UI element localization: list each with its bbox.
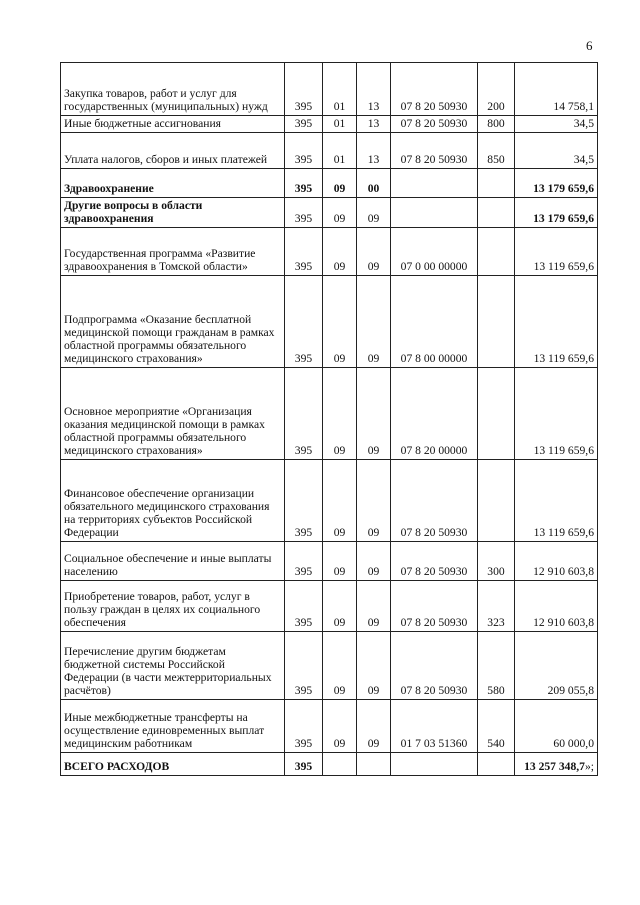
row-expense-type: 850 bbox=[478, 133, 515, 169]
row-section: 09 bbox=[323, 632, 357, 700]
row-subsection: 09 bbox=[357, 228, 391, 276]
row-subsection: 00 bbox=[357, 169, 391, 198]
row-expense-type bbox=[478, 368, 515, 460]
row-section: 09 bbox=[323, 228, 357, 276]
row-section: 09 bbox=[323, 276, 357, 368]
table-row bbox=[61, 632, 598, 700]
row-subsection: 09 bbox=[357, 276, 391, 368]
row-name: Основное мероприятие «Организация оказания медицинской помощи в рамках областной программы обязательного медицинского страхования» bbox=[61, 368, 285, 460]
total-section bbox=[323, 753, 357, 776]
row-expense-type: 540 bbox=[478, 700, 515, 753]
row-target-article bbox=[391, 169, 478, 198]
row-expense-type: 580 bbox=[478, 632, 515, 700]
row-subsection: 13 bbox=[357, 133, 391, 169]
table-row bbox=[61, 198, 598, 228]
row-name: Государственная программа «Развитие здравоохранения в Томской области» bbox=[61, 228, 285, 276]
table-row bbox=[61, 116, 598, 133]
row-amount: 13 119 659,6 bbox=[515, 276, 598, 368]
row-target-article: 07 8 20 50930 bbox=[391, 116, 478, 133]
closing-quote-suffix: »; bbox=[584, 760, 594, 773]
row-amount: 13 179 659,6 bbox=[515, 198, 598, 228]
row-section: 01 bbox=[323, 63, 357, 116]
row-expense-type: 300 bbox=[478, 542, 515, 581]
row-section: 09 bbox=[323, 460, 357, 542]
row-section: 09 bbox=[323, 700, 357, 753]
row-target-article: 07 8 20 00000 bbox=[391, 368, 478, 460]
row-target-article: 07 8 00 00000 bbox=[391, 276, 478, 368]
row-name: Финансовое обеспечение организации обязательного медицинского страхования на территориях субъектов Российской Федерации bbox=[61, 460, 285, 542]
total-target-article bbox=[391, 753, 478, 776]
table-row bbox=[61, 460, 598, 542]
row-name: Иные бюджетные ассигнования bbox=[61, 116, 285, 133]
total-label: ВСЕГО РАСХОДОВ bbox=[61, 753, 285, 776]
row-amount: 34,5 bbox=[515, 116, 598, 133]
row-amount: 13 119 659,6 bbox=[515, 228, 598, 276]
row-target-article: 07 8 20 50930 bbox=[391, 542, 478, 581]
table-row bbox=[61, 542, 598, 581]
row-name: Иные межбюджетные трансферты на осуществление единовременных выплат медицинским работникам bbox=[61, 700, 285, 753]
row-amount: 12 910 603,8 bbox=[515, 581, 598, 632]
row-section: 01 bbox=[323, 133, 357, 169]
row-subsection: 09 bbox=[357, 581, 391, 632]
row-section: 09 bbox=[323, 198, 357, 228]
row-target-article: 07 8 20 50930 bbox=[391, 133, 478, 169]
row-name: Другие вопросы в области здравоохранения bbox=[61, 198, 285, 228]
row-name: Здравоохранение bbox=[61, 169, 285, 198]
row-expense-type bbox=[478, 276, 515, 368]
row-section: 09 bbox=[323, 169, 357, 198]
table-row bbox=[61, 368, 598, 460]
table-row bbox=[61, 228, 598, 276]
row-target-article: 07 8 20 50930 bbox=[391, 632, 478, 700]
row-amount: 13 179 659,6 bbox=[515, 169, 598, 198]
row-target-article: 07 0 00 00000 bbox=[391, 228, 478, 276]
row-subsection: 09 bbox=[357, 460, 391, 542]
budget-table bbox=[60, 62, 598, 776]
row-section: 09 bbox=[323, 581, 357, 632]
row-expense-type: 323 bbox=[478, 581, 515, 632]
row-code: 395 bbox=[285, 368, 323, 460]
row-subsection: 09 bbox=[357, 700, 391, 753]
row-expense-type: 800 bbox=[478, 116, 515, 133]
row-code: 395 bbox=[285, 581, 323, 632]
row-amount: 34,5 bbox=[515, 133, 598, 169]
row-section: 01 bbox=[323, 116, 357, 133]
row-expense-type bbox=[478, 169, 515, 198]
row-expense-type bbox=[478, 198, 515, 228]
row-code: 395 bbox=[285, 133, 323, 169]
table-row bbox=[61, 276, 598, 368]
row-name: Подпрограмма «Оказание бесплатной медицинской помощи гражданам в рамках областной программы обязательного медицинского страхования» bbox=[61, 276, 285, 368]
row-code: 395 bbox=[285, 116, 323, 133]
row-name: Закупка товаров, работ и услуг для государственных (муниципальных) нужд bbox=[61, 63, 285, 116]
row-amount: 13 119 659,6 bbox=[515, 368, 598, 460]
row-amount: 14 758,1 bbox=[515, 63, 598, 116]
row-amount: 60 000,0 bbox=[515, 700, 598, 753]
row-amount: 209 055,8 bbox=[515, 632, 598, 700]
row-name: Уплата налогов, сборов и иных платежей bbox=[61, 133, 285, 169]
total-expense-type bbox=[478, 753, 515, 776]
row-name: Социальное обеспечение и иные выплаты населению bbox=[61, 542, 285, 581]
row-code: 395 bbox=[285, 700, 323, 753]
total-amount-cell bbox=[515, 753, 598, 776]
table-row bbox=[61, 700, 598, 753]
row-subsection: 09 bbox=[357, 632, 391, 700]
total-code: 395 bbox=[285, 753, 323, 776]
row-name: Приобретение товаров, работ, услуг в пользу граждан в целях их социального обеспечения bbox=[61, 581, 285, 632]
table-row bbox=[61, 169, 598, 198]
table-row bbox=[61, 133, 598, 169]
row-code: 395 bbox=[285, 632, 323, 700]
row-code: 395 bbox=[285, 169, 323, 198]
page-number: 6 bbox=[586, 38, 593, 53]
row-expense-type bbox=[478, 460, 515, 542]
row-target-article: 01 7 03 51360 bbox=[391, 700, 478, 753]
row-subsection: 09 bbox=[357, 198, 391, 228]
total-amount: 13 257 348,7 bbox=[524, 760, 585, 773]
row-subsection: 13 bbox=[357, 116, 391, 133]
row-expense-type bbox=[478, 228, 515, 276]
row-target-article: 07 8 20 50930 bbox=[391, 460, 478, 542]
table-row bbox=[61, 63, 598, 116]
row-target-article bbox=[391, 198, 478, 228]
row-code: 395 bbox=[285, 198, 323, 228]
row-subsection: 09 bbox=[357, 542, 391, 581]
row-target-article: 07 8 20 50930 bbox=[391, 581, 478, 632]
row-section: 09 bbox=[323, 542, 357, 581]
row-code: 395 bbox=[285, 460, 323, 542]
row-code: 395 bbox=[285, 63, 323, 116]
total-subsection bbox=[357, 753, 391, 776]
row-amount: 12 910 603,8 bbox=[515, 542, 598, 581]
row-section: 09 bbox=[323, 368, 357, 460]
row-name: Перечисление другим бюджетам бюджетной системы Российской Федерации (в части межтерриториальных расчётов) bbox=[61, 632, 285, 700]
row-subsection: 13 bbox=[357, 63, 391, 116]
row-code: 395 bbox=[285, 228, 323, 276]
row-target-article: 07 8 20 50930 bbox=[391, 63, 478, 116]
row-code: 395 bbox=[285, 542, 323, 581]
row-amount: 13 119 659,6 bbox=[515, 460, 598, 542]
total-row bbox=[61, 753, 598, 776]
row-expense-type: 200 bbox=[478, 63, 515, 116]
row-code: 395 bbox=[285, 276, 323, 368]
table-row bbox=[61, 581, 598, 632]
row-subsection: 09 bbox=[357, 368, 391, 460]
